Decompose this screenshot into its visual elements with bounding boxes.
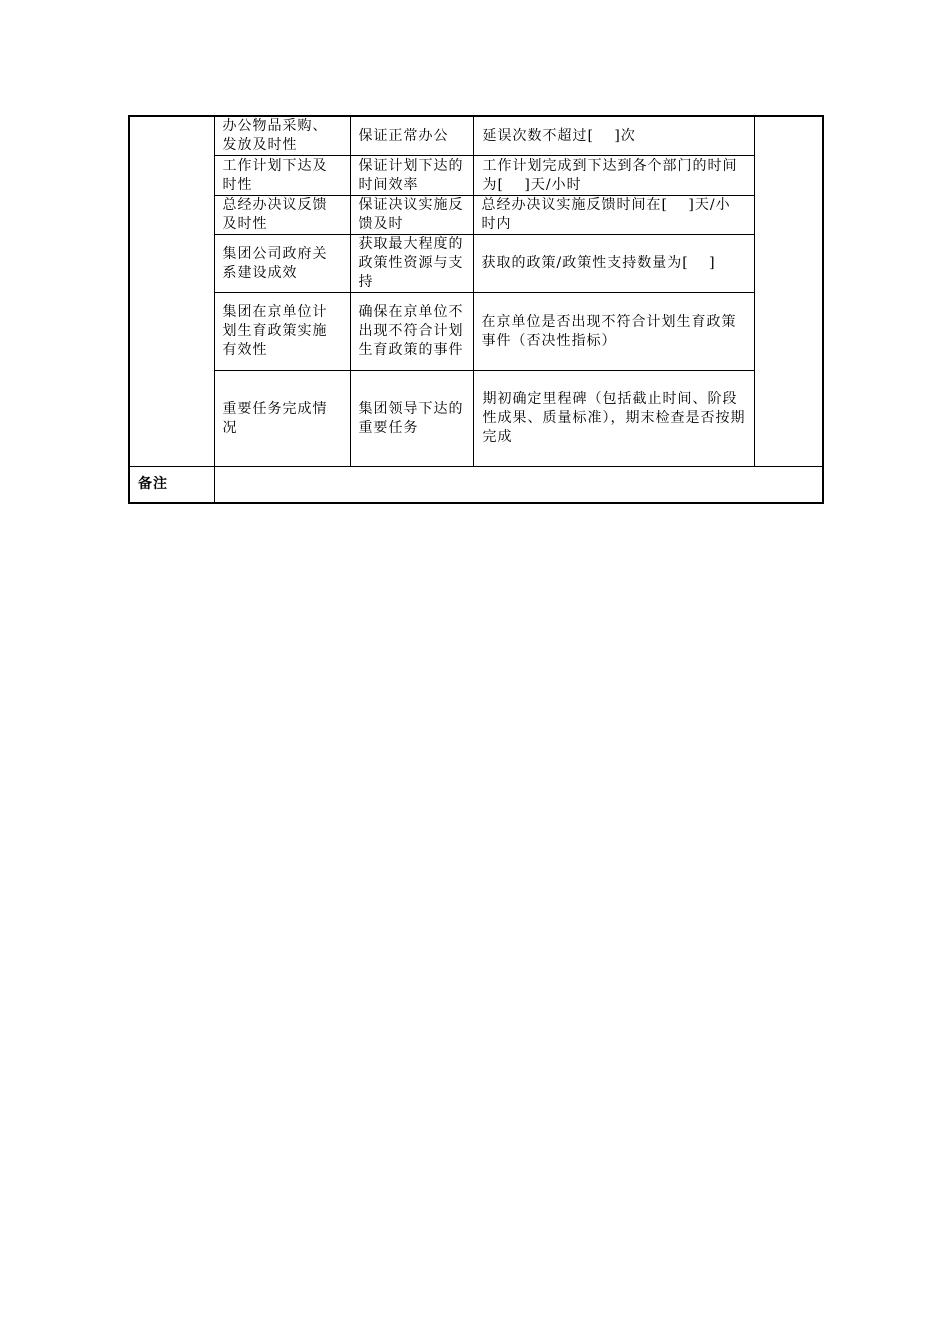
kpi-item-cell: 重要任务完成情况: [214, 371, 350, 467]
kpi-goal-cell: 确保在京单位不出现不符合计划生育政策的事件: [350, 293, 473, 371]
kpi-goal-cell: 保证计划下达的时间效率: [350, 156, 473, 196]
remarks-row: [129, 467, 823, 503]
remarks-label: 备注: [129, 467, 214, 503]
kpi-standard-cell: 期初确定里程碑（包括截止时间、阶段性成果、质量标准），期末检查是否按期完成: [473, 371, 754, 467]
table-row: [129, 293, 823, 371]
remarks-value: [214, 467, 823, 503]
table-row: [129, 116, 823, 156]
kpi-item-cell: 工作计划下达及时性: [214, 156, 350, 196]
kpi-standard-cell: 工作计划完成到下达到各个部门的时间为[ ]天/小时: [473, 156, 754, 196]
kpi-goal-cell: 集团领导下达的重要任务: [350, 371, 473, 467]
table-row: [129, 196, 823, 235]
kpi-goal-cell: 保证决议实施反馈及时: [350, 196, 473, 235]
kpi-goal-cell: 保证正常办公: [350, 116, 473, 156]
kpi-item-cell: 总经办决议反馈及时性: [214, 196, 350, 235]
table-row: [129, 371, 823, 467]
table-row: [129, 156, 823, 196]
kpi-standard-cell: 在京单位是否出现不符合计划生育政策事件（否决性指标）: [473, 293, 754, 371]
kpi-standard-cell: 总经办决议实施反馈时间在[ ]天/小时内: [473, 196, 754, 235]
kpi-item-cell: 集团在京单位计划生育政策实施有效性: [214, 293, 350, 371]
kpi-item-cell: 集团公司政府关系建设成效: [214, 235, 350, 293]
table-row: [129, 235, 823, 293]
kpi-standard-cell: 延误次数不超过[ ]次: [473, 116, 754, 156]
kpi-item-cell: 办公物品采购、发放及时性: [214, 116, 350, 156]
kpi-table: [128, 115, 824, 504]
weight-cell: [754, 116, 823, 467]
category-cell: [129, 116, 214, 467]
kpi-goal-cell: 获取最大程度的政策性资源与支持: [350, 235, 473, 293]
kpi-standard-cell: 获取的政策/政策性支持数量为[ ]: [473, 235, 754, 293]
